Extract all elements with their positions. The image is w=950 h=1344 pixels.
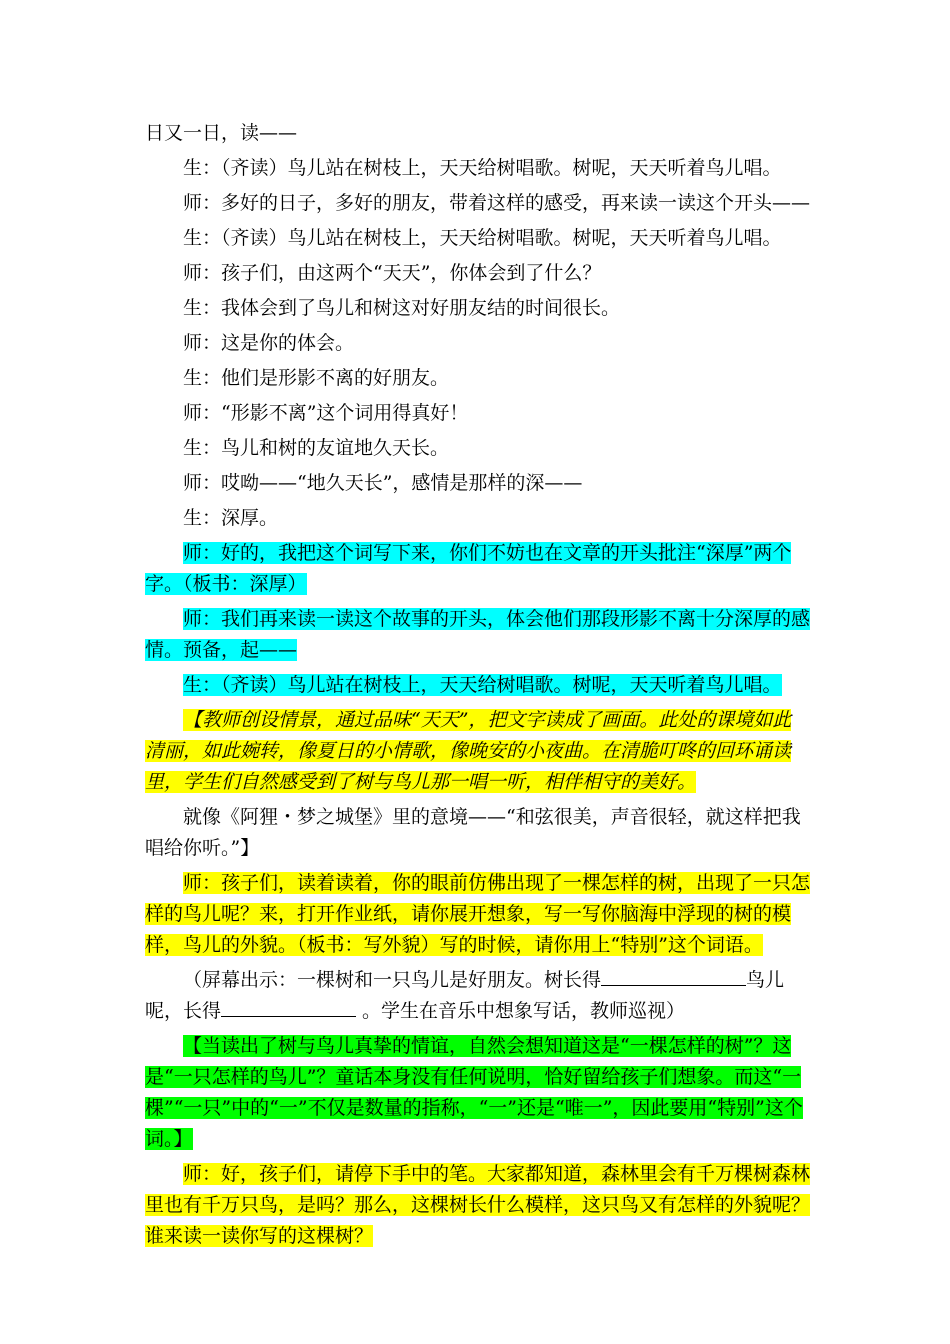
paragraph: 生：我体会到了鸟儿和树这对好朋友结的时间很长。: [183, 297, 621, 319]
commentary-paragraph: 【当读出了树与鸟儿真挚的情谊，自然会想知道这是“一棵怎样的树”？这是“一只怎样的鸟儿”？童话本身没有任何说明，恰好留给孩子们想象。而这“一棵”“一只”中的“一”不仅是数量的指称，“一”还是“唯一”，因此要用“特别”这个词。】: [145, 1035, 803, 1150]
paragraph: 师：孩子们，由这两个“天天”，你体会到了什么？: [183, 262, 602, 284]
paragraph-highlighted: 师：好，孩子们，请停下手中的笔。大家都知道，森林里会有千万棵树森林里也有千万只鸟，是吗？那么，这棵树长什么模样，这只鸟又有怎样的外貌呢？谁来读一读你写的这棵树？: [145, 1163, 811, 1247]
paragraph: 日又一日，读——: [145, 122, 298, 144]
paragraph-highlighted: 师：我们再来读一读这个故事的开头，体会他们那段形影不离十分深厚的感情。预备，起——: [145, 608, 811, 661]
paragraph: 生：（齐读）鸟儿站在树枝上，天天给树唱歌。树呢，天天听着鸟儿唱。: [183, 227, 782, 249]
document-page: [145, 118, 810, 1256]
fill-in-blank: [601, 965, 746, 986]
commentary-paragraph: 【教师创设情景，通过品味“天天”，把文字读成了画面。此处的课境如此清丽，如此婉转，像夏日的小情歌，像晚安的小夜曲。在清脆叮咚的回环诵读里，学生们自然感受到了树与鸟儿那一唱一听，相伴相守的美好。: [145, 709, 792, 793]
paragraph: 师：多好的日子，多好的朋友，带着这样的感受，再来读一读这个开头——: [183, 192, 811, 214]
paragraph: 生：鸟儿和树的友谊地久天长。: [183, 437, 450, 459]
paragraph: 生：深厚。: [183, 507, 279, 529]
paragraph: 生：（齐读）鸟儿站在树枝上，天天给树唱歌。树呢，天天听着鸟儿唱。: [183, 157, 782, 179]
paragraph: 就像《阿狸・梦之城堡》里的意境——“和弦很美，声音很轻，就这样把我唱给你听。”】: [145, 806, 801, 859]
paragraph: 师：这是你的体会。: [183, 332, 355, 354]
screen-prompt-paragraph: （屏幕出示：一棵树和一只鸟儿是好朋友。树长得 鸟儿呢，长得 。学生在音乐中想象写话，教师巡视）: [145, 965, 810, 1027]
fill-in-blank: [221, 996, 356, 1017]
paragraph: 师：“形影不离”这个词用得真好！: [183, 402, 469, 424]
paragraph-highlighted: 师：孩子们，读着读着，你的眼前仿佛出现了一棵怎样的树，出现了一只怎样的鸟儿呢？来，打开作业纸，请你展开想象，写一写你脑海中浮现的树的模样，鸟儿的外貌。（板书：写外貌）写的时候，请你用上“特别”这个词语。: [145, 872, 811, 956]
paragraph: 师：哎呦——“地久天长”，感情是那样的深——: [183, 472, 583, 494]
paragraph-highlighted: 生：（齐读）鸟儿站在树枝上，天天给树唱歌。树呢，天天听着鸟儿唱。: [183, 674, 782, 696]
paragraph: 生：他们是形影不离的好朋友。: [183, 367, 450, 389]
paragraph-highlighted: 师：好的，我把这个词写下来，你们不妨也在文章的开头批注“深厚”两个字。（板书：深厚）: [145, 542, 792, 595]
